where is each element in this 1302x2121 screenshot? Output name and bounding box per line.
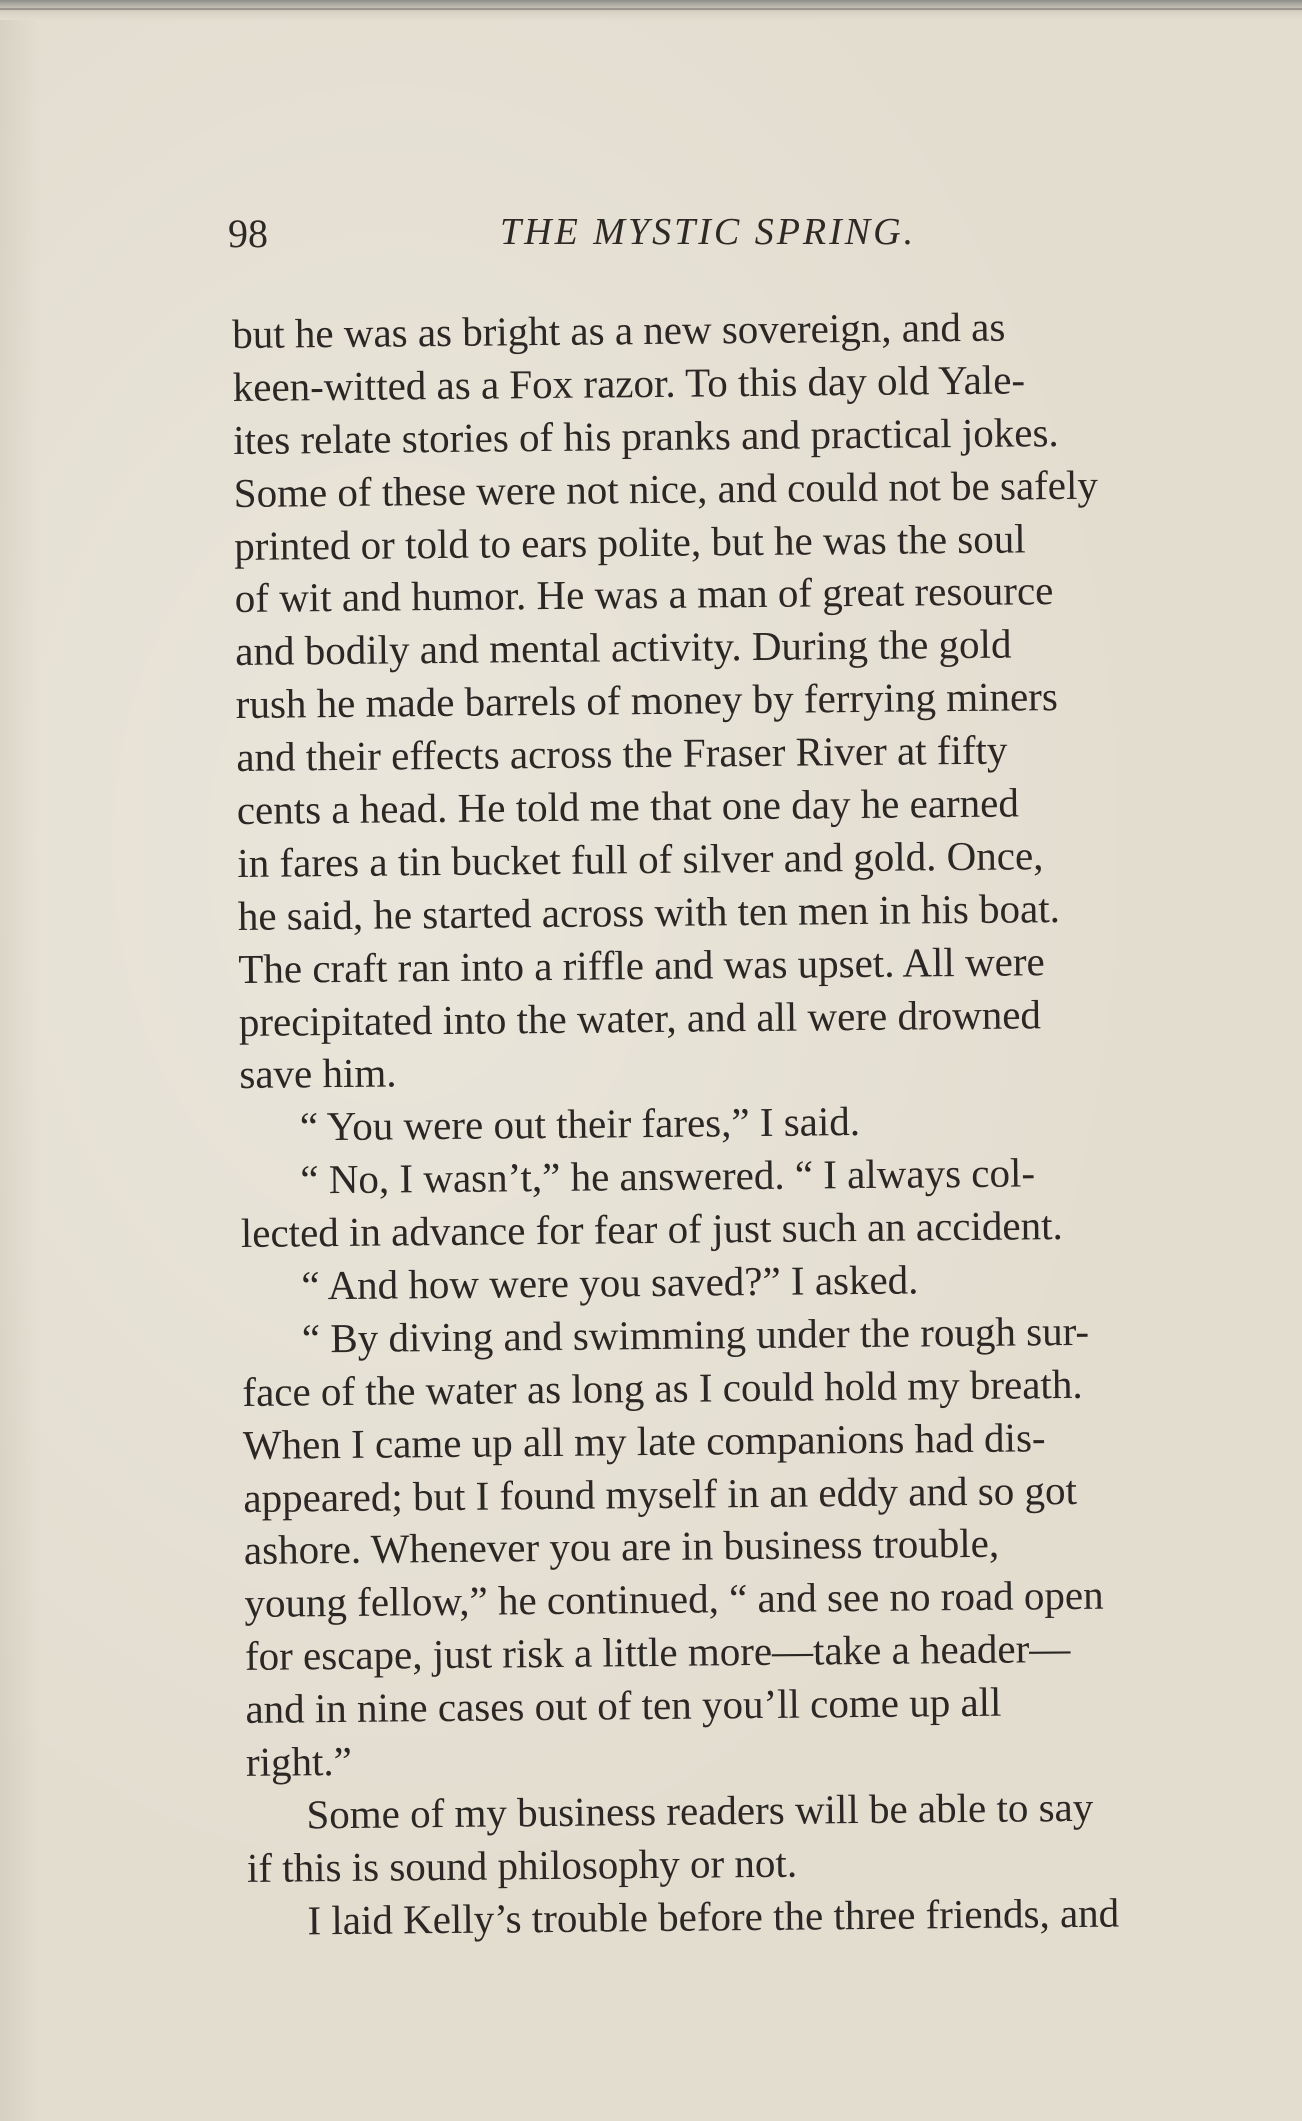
text-line: keen-witted as a Fox razor. To this day old Yale- <box>232 356 1026 410</box>
text-line: face of the water as long as I could hold my breath. <box>242 1360 1083 1415</box>
page-number: 98 <box>228 211 268 256</box>
text-line: in fares a tin bucket full of silver and gold. Once, <box>237 832 1044 886</box>
running-head <box>228 210 988 270</box>
text-line: and their effects across the Fraser River at fifty <box>236 726 1008 781</box>
text-line: save him. <box>239 1049 397 1098</box>
text-line: I laid Kelly’s trouble before the three friends, and <box>307 1889 1120 1944</box>
text-line: he said, he started across with ten men in his boat. <box>237 884 1061 939</box>
page-edge-line <box>0 8 1302 10</box>
text-line: lected in advance for fear of just such an accident. <box>240 1202 1063 1257</box>
text-line: appeared; but I found myself in an eddy and so got <box>243 1466 1078 1521</box>
text-line: and in nine cases out of ten you’ll come up all <box>245 1678 1002 1733</box>
text-line: When I came up all my late companions had dis- <box>242 1413 1046 1468</box>
text-line: “ You were out their fares,” I said. <box>299 1098 861 1150</box>
page-top-edge <box>0 0 1302 20</box>
body-text <box>232 298 1268 1947</box>
text-line: rush he made barrels of money by ferrying miners <box>235 673 1059 728</box>
running-title: THE MYSTIC SPRING. <box>500 211 917 253</box>
text-line: and bodily and mental activity. During the gold <box>235 620 1012 675</box>
text-line: “ No, I wasn’t,” he answered. “ I always col- <box>300 1149 1036 1203</box>
text-line: but he was as bright as a new sovereign, and as <box>232 303 1006 357</box>
text-line: for escape, just risk a little more—take a header— <box>244 1625 1071 1680</box>
text-line: Some of these were not nice, and could not be safely <box>233 461 1099 516</box>
text-line: ites relate stories of his pranks and practical jokes. <box>233 408 1059 463</box>
text-line: of wit and humor. He was a man of great resource <box>234 567 1054 622</box>
text-line: right.” <box>245 1737 353 1785</box>
text-line: “ And how were you saved?” I asked. <box>301 1256 919 1309</box>
text-line: precipitated into the water, and all were drowned <box>238 990 1042 1045</box>
text-line: “ By diving and swimming under the rough sur- <box>301 1307 1090 1362</box>
text-line: young fellow,” he continued, “ and see no road open <box>244 1572 1104 1627</box>
text-line: cents a head. He told me that one day he earned <box>236 779 1020 833</box>
text-line: if this is sound philosophy or not. <box>246 1839 798 1891</box>
text-line: The craft ran into a riffle and was upset. All were <box>238 937 1045 992</box>
text-line: ashore. Whenever you are in business trouble, <box>243 1520 1000 1574</box>
text-line: Some of my business readers will be able to say <box>306 1783 1094 1838</box>
text-line: printed or told to ears polite, but he was the soul <box>234 514 1026 569</box>
